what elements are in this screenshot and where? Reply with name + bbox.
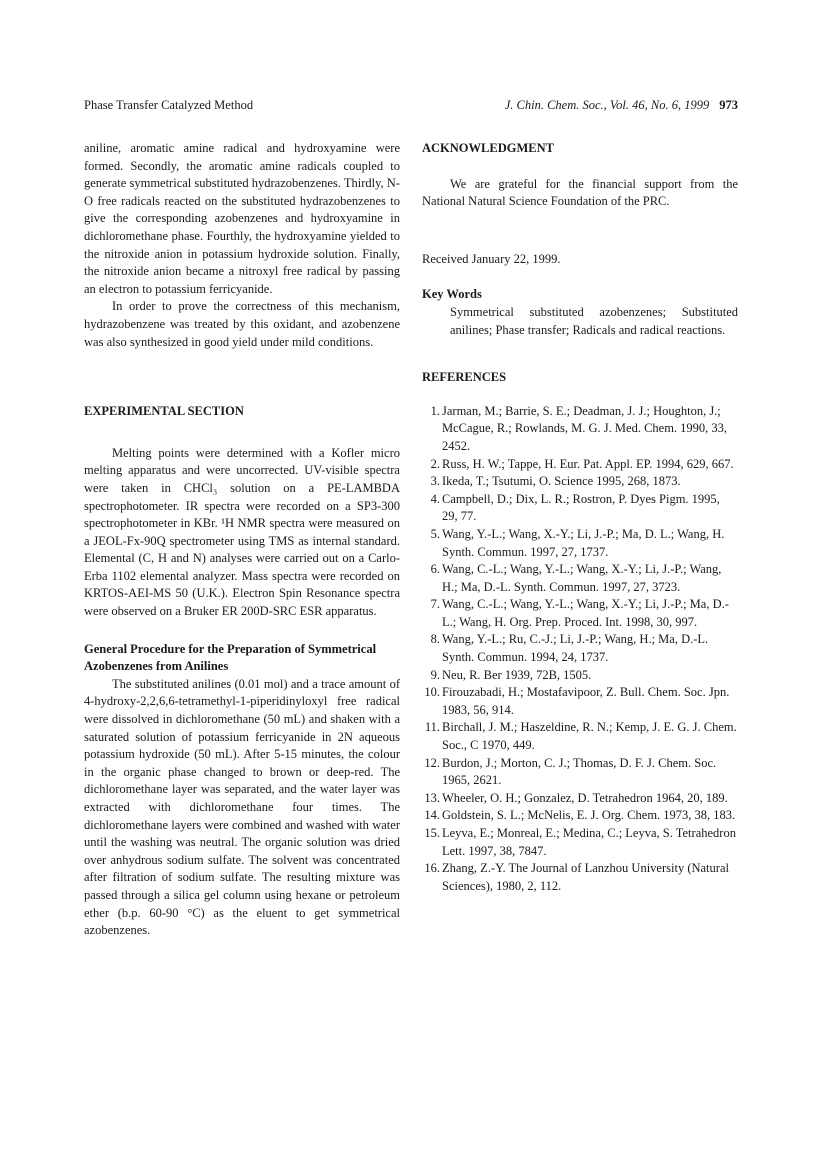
reference-item: [422, 825, 738, 860]
reference-number: 14.: [424, 808, 440, 823]
left-column: [84, 140, 400, 940]
reference-item: [422, 403, 738, 456]
reference-text: Jarman, M.; Barrie, S. E.; Deadman, J. J.; Houghton, J.; McCague, R.; Rowlands, M. G. J. Med. Chem. 1990, 33, 2452.: [442, 403, 728, 453]
reference-text: Ikeda, T.; Tsutumi, O. Science 1995, 268, 1873.: [442, 474, 681, 489]
references-heading: REFERENCES: [422, 370, 507, 385]
intro-paragraph-1: aniline, aromatic amine radical and hydroxyamine were formed. Secondly, the aromatic amine radicals coupled to generate symmetrical substituted hydrazobenzenes. Thirdly, N-O free radicals reacted on the substituted hydrazobenzenes to give the corresponding azobenzenes and hydroxyamine in dichloromethane phase. Fourthly, the hydroxyamine yielded to the nitroxide anion in potassium hydroxide solution. Finally, the nitroxide anion became a nitroxyl free radical by passing an electron to potassium ferricyanide.: [84, 141, 400, 296]
right-column: [422, 140, 738, 895]
reference-text: Wang, Y.-L.; Ru, C.-J.; Li, J.-P.; Wang, H.; Ma, D.-L. Synth. Commun. 1994, 24, 1737.: [442, 632, 709, 665]
reference-item: [422, 526, 738, 561]
reference-number: 8.: [430, 632, 440, 647]
reference-item: [422, 719, 738, 754]
acknowledgment-text: We are grateful for the financial support from the National Natural Science Foundation of the PRC.: [422, 176, 738, 209]
reference-item: [422, 491, 738, 526]
procedure-heading: [84, 641, 400, 676]
reference-number: 1.: [430, 403, 440, 418]
reference-number: 7.: [430, 597, 440, 612]
reference-number: 4.: [430, 491, 440, 506]
reference-number: 16.: [424, 861, 440, 876]
reference-item: [422, 684, 738, 719]
running-header-right: [505, 98, 738, 113]
reference-number: 15.: [424, 826, 440, 840]
reference-item: [422, 860, 738, 895]
reference-item: [422, 473, 738, 491]
reference-item: [422, 456, 738, 474]
keywords-heading: Key Words: [422, 287, 482, 302]
reference-item: [422, 807, 738, 825]
reference-item: [422, 561, 738, 596]
reference-number: 5.: [430, 526, 440, 541]
procedure-paragraph: The substituted anilines (0.01 mol) and a trace amount of 4-hydroxy-2,2,6,6-tetramethyl-1-piperidinyloxyl free radical were dissolved in dichloromethane (50 mL) and shaken with a saturated solution of potassium ferricyanide in 2N aqueous potassium hydroxide (50 mL). After 5-15 minutes, the colour in the organic phase changed to brown or deep-red. The dichloromethane layer was separated, and the water layer was extracted with dichloromethane four times. The dichloromethane layers were combined and washed with water until the washing was neutral. The organic solution was dried over anhydrous sodium sulfate. The solvent was concentrated after filtration of sodium sulfate. The resulting mixture was passed through a silica gel column using hexane or petroleum ether (b.p. 60-90 °C) as the eluent to get symmetrical azobenzenes.: [84, 676, 400, 938]
reference-number: 6.: [430, 562, 440, 577]
running-header-left: Phase Transfer Catalyzed Method: [84, 98, 254, 112]
journal-citation: J. Chin. Chem. Soc., Vol. 46, No. 6, 1999: [504, 98, 710, 112]
reference-number: 12.: [424, 755, 440, 770]
references-list: [422, 403, 738, 896]
reference-text: Russ, H. W.; Tappe, H. Eur. Pat. Appl. EP. 1994, 629, 667.: [442, 456, 734, 471]
reference-text: Firouzabadi, H.; Mostafavipoor, Z. Bull. Chem. Soc. Jpn. 1983, 56, 914.: [442, 685, 730, 717]
reference-text: Leyva, E.; Monreal, E.; Medina, C.; Leyva, S. Tetrahedron Lett. 1997, 38, 7847.: [442, 826, 736, 858]
reference-text: Goldstein, S. L.; McNelis, E. J. Org. Chem. 1973, 38, 183.: [442, 808, 736, 823]
reference-text: Neu, R. Ber 1939, 72B, 1505.: [442, 667, 592, 682]
reference-text: Wang, Y.-L.; Wang, X.-Y.; Li, J.-P.; Ma, D. L.; Wang, H. Synth. Commun. 1997, 27, 1737.: [442, 526, 725, 559]
reference-text: Birchall, J. M.; Haszeldine, R. N.; Kemp, J. E. G. J. Chem. Soc., C 1970, 449.: [442, 720, 737, 753]
acknowledgment-heading: ACKNOWLEDGMENT: [422, 141, 554, 155]
reference-number: 10.: [424, 685, 440, 700]
reference-text: Wang, C.-L.; Wang, Y.-L.; Wang, X.-Y.; Li, J.-P.; Wang, H.; Ma, D.-L. Synth. Commun. 1997, 27, 3723.: [442, 562, 722, 594]
received-date: Received January 22, 1999.: [422, 251, 561, 266]
reference-text: Zhang, Z.-Y. The Journal of Lanzhou University (Natural Sciences), 1980, 2, 112.: [442, 861, 729, 893]
reference-item: [422, 790, 738, 808]
reference-text: Burdon, J.; Morton, C. J.; Thomas, D. F. J. Chem. Soc. 1965, 2621.: [442, 755, 717, 788]
reference-number: 2.: [430, 456, 440, 471]
reference-number: 9.: [430, 667, 440, 682]
experimental-section-heading: EXPERIMENTAL SECTION: [84, 404, 244, 419]
reference-number: 13.: [424, 790, 440, 805]
reference-text: Wheeler, O. H.; Gonzalez, D. Tetrahedron 1964, 20, 189.: [442, 790, 728, 805]
reference-text: Wang, C.-L.; Wang, Y.-L.; Wang, X.-Y.; Li, J.-P.; Ma, D.-L.; Wang, H. Org. Prep. Proced. Int. 1998, 30, 997.: [442, 597, 729, 629]
reference-item: [422, 667, 738, 685]
reference-item: [422, 631, 738, 666]
procedure-heading-line-2: Azobenzenes from Anilines: [84, 659, 229, 674]
keywords-text: Symmetrical substituted azobenzenes; Substituted anilines; Phase transfer; Radicals and radical reactions.: [450, 304, 738, 337]
reference-item: [422, 755, 738, 790]
intro-paragraph-2: In order to prove the correctness of this mechanism, hydrazobenzene was treated by this oxidant, and azobenzene was also synthesized in good yield under mild conditions.: [84, 299, 400, 349]
reference-number: 11.: [424, 720, 440, 735]
reference-item: [422, 596, 738, 631]
reference-number: 3.: [430, 474, 440, 489]
reference-text: Campbell, D.; Dix, L. R.; Rostron, P. Dyes Pigm. 1995, 29, 77.: [442, 491, 720, 524]
page-number: 973: [719, 98, 738, 112]
experimental-paragraph: Melting points were determined with a Kofler micro melting apparatus and were uncorrected. UV-visible spectra were taken in CHCl₃ solution on a PE-LAMBDA spectrophotometer. IR spectra were recorded on a SP3-300 spectrophotometer in KBr. ¹H NMR spectra were measured on a JEOL-Fx-90Q spectrometer using TMS as internal standard. Elemental (C, H and N) analyses were carried out on a Carlo-Erba 1102 elemental analyzer. Mass spectra were recorded on KRTOS-AEI-MS 50 (U.K.). Electron Spin Resonance spectra were observed on a Bruker ER 200D-SRC ESR apparatus.: [84, 445, 400, 619]
procedure-heading-line-1: General Procedure for the Preparation of Symmetrical: [84, 641, 377, 656]
